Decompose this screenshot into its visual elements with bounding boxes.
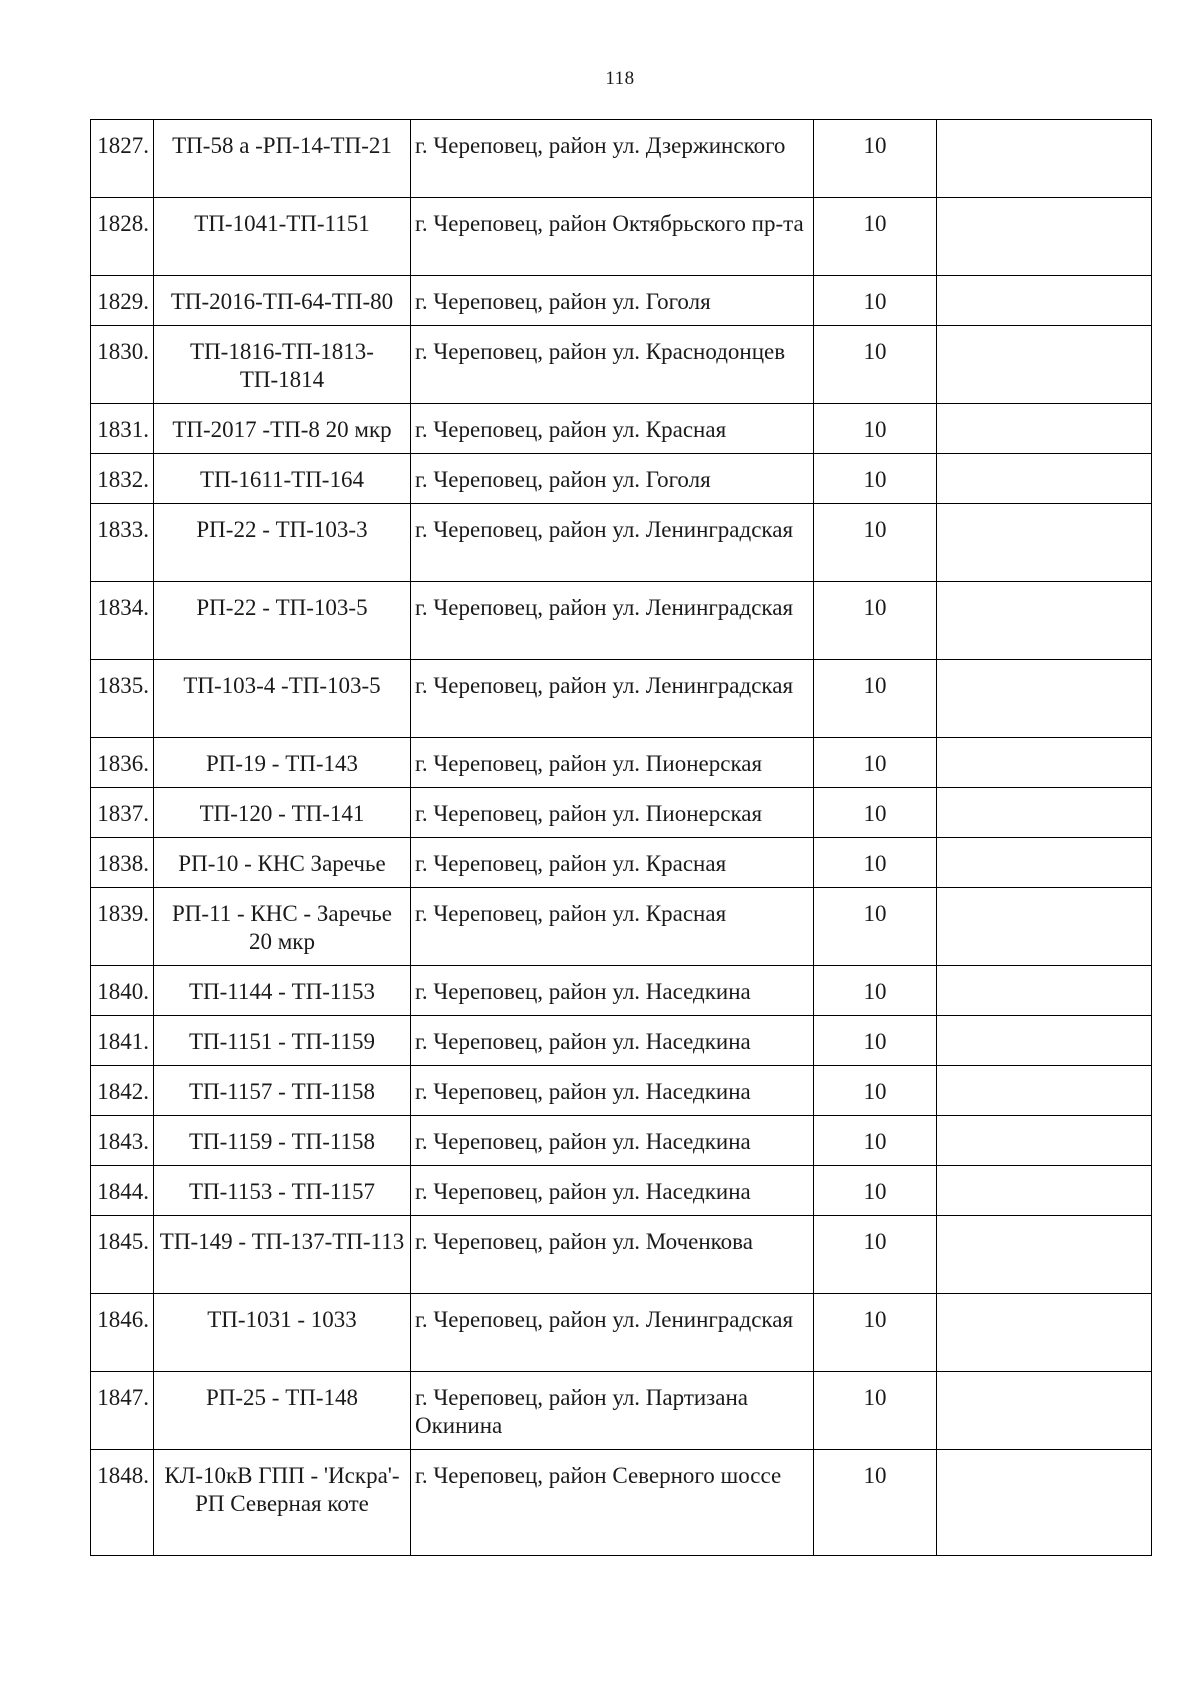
table-row	[91, 1116, 1152, 1166]
line-name-cell: ТП-1151 - ТП-1159	[154, 1016, 411, 1066]
empty-cell	[937, 1066, 1152, 1116]
row-number-cell: 1836.	[91, 738, 154, 788]
voltage-cell: 10	[814, 1066, 937, 1116]
empty-cell	[937, 454, 1152, 504]
location-cell: г. Череповец, район ул. Моченкова	[411, 1216, 814, 1294]
voltage-cell: 10	[814, 404, 937, 454]
table-row	[91, 966, 1152, 1016]
row-number-cell: 1827.	[91, 120, 154, 198]
page-number: 118	[605, 68, 635, 89]
table-row	[91, 1294, 1152, 1372]
table-row	[91, 1450, 1152, 1556]
line-name-cell: ТП-1611-ТП-164	[154, 454, 411, 504]
line-name-cell: ТП-103-4 -ТП-103-5	[154, 660, 411, 738]
location-cell: г. Череповец, район ул. Наседкина	[411, 1016, 814, 1066]
location-cell: г. Череповец, район ул. Ленинградская	[411, 582, 814, 660]
table-row	[91, 1066, 1152, 1116]
row-number-cell: 1830.	[91, 326, 154, 404]
empty-cell	[937, 838, 1152, 888]
voltage-cell: 10	[814, 838, 937, 888]
voltage-cell: 10	[814, 1116, 937, 1166]
table-row	[91, 838, 1152, 888]
empty-cell	[937, 1216, 1152, 1294]
location-cell: г. Череповец, район ул. Пионерская	[411, 738, 814, 788]
table-row	[91, 454, 1152, 504]
row-number-cell: 1837.	[91, 788, 154, 838]
cable-line-table	[90, 119, 1152, 1556]
location-cell: г. Череповец, район Северного шоссе	[411, 1450, 814, 1556]
empty-cell	[937, 120, 1152, 198]
table-body	[91, 120, 1152, 1556]
location-cell: г. Череповец, район ул. Наседкина	[411, 966, 814, 1016]
location-cell: г. Череповец, район Октябрьского пр-та	[411, 198, 814, 276]
empty-cell	[937, 788, 1152, 838]
voltage-cell: 10	[814, 788, 937, 838]
table-row	[91, 276, 1152, 326]
table-row	[91, 198, 1152, 276]
empty-cell	[937, 504, 1152, 582]
row-number-cell: 1848.	[91, 1450, 154, 1556]
table-row	[91, 582, 1152, 660]
location-cell: г. Череповец, район ул. Ленинградская	[411, 660, 814, 738]
table-row	[91, 326, 1152, 404]
location-cell: г. Череповец, район ул. Гоголя	[411, 276, 814, 326]
line-name-cell: РП-11 - КНС - Заречье 20 мкр	[154, 888, 411, 966]
location-cell: г. Череповец, район ул. Партизана Окинина	[411, 1372, 814, 1450]
empty-cell	[937, 582, 1152, 660]
location-cell: г. Череповец, район ул. Пионерская	[411, 788, 814, 838]
line-name-cell: ТП-1157 - ТП-1158	[154, 1066, 411, 1116]
table-row	[91, 738, 1152, 788]
table-row	[91, 788, 1152, 838]
empty-cell	[937, 660, 1152, 738]
table-row	[91, 660, 1152, 738]
row-number-cell: 1839.	[91, 888, 154, 966]
empty-cell	[937, 276, 1152, 326]
row-number-cell: 1841.	[91, 1016, 154, 1066]
voltage-cell: 10	[814, 582, 937, 660]
voltage-cell: 10	[814, 1016, 937, 1066]
row-number-cell: 1832.	[91, 454, 154, 504]
empty-cell	[937, 1450, 1152, 1556]
table-row	[91, 504, 1152, 582]
line-name-cell: РП-19 - ТП-143	[154, 738, 411, 788]
row-number-cell: 1838.	[91, 838, 154, 888]
row-number-cell: 1847.	[91, 1372, 154, 1450]
empty-cell	[937, 966, 1152, 1016]
table-row	[91, 1216, 1152, 1294]
voltage-cell: 10	[814, 120, 937, 198]
table-row	[91, 1166, 1152, 1216]
row-number-cell: 1829.	[91, 276, 154, 326]
voltage-cell: 10	[814, 198, 937, 276]
location-cell: г. Череповец, район ул. Ленинградская	[411, 1294, 814, 1372]
line-name-cell: КЛ-10кВ ГПП - 'Искра'- РП Северная коте	[154, 1450, 411, 1556]
line-name-cell: ТП-1144 - ТП-1153	[154, 966, 411, 1016]
row-number-cell: 1846.	[91, 1294, 154, 1372]
empty-cell	[937, 738, 1152, 788]
location-cell: г. Череповец, район ул. Красная	[411, 888, 814, 966]
location-cell: г. Череповец, район ул. Красная	[411, 838, 814, 888]
voltage-cell: 10	[814, 660, 937, 738]
voltage-cell: 10	[814, 276, 937, 326]
empty-cell	[937, 888, 1152, 966]
location-cell: г. Череповец, район ул. Наседкина	[411, 1166, 814, 1216]
line-name-cell: ТП-1153 - ТП-1157	[154, 1166, 411, 1216]
voltage-cell: 10	[814, 1216, 937, 1294]
table-row	[91, 404, 1152, 454]
row-number-cell: 1831.	[91, 404, 154, 454]
voltage-cell: 10	[814, 738, 937, 788]
line-name-cell: РП-22 - ТП-103-3	[154, 504, 411, 582]
voltage-cell: 10	[814, 1166, 937, 1216]
voltage-cell: 10	[814, 454, 937, 504]
location-cell: г. Череповец, район ул. Гоголя	[411, 454, 814, 504]
line-name-cell: ТП-1816-ТП-1813-ТП-1814	[154, 326, 411, 404]
empty-cell	[937, 1372, 1152, 1450]
empty-cell	[937, 1294, 1152, 1372]
line-name-cell: ТП-120 - ТП-141	[154, 788, 411, 838]
empty-cell	[937, 198, 1152, 276]
table-row	[91, 120, 1152, 198]
empty-cell	[937, 1166, 1152, 1216]
line-name-cell: ТП-1041-ТП-1151	[154, 198, 411, 276]
line-name-cell: ТП-2016-ТП-64-ТП-80	[154, 276, 411, 326]
empty-cell	[937, 1016, 1152, 1066]
row-number-cell: 1842.	[91, 1066, 154, 1116]
row-number-cell: 1844.	[91, 1166, 154, 1216]
line-name-cell: РП-25 - ТП-148	[154, 1372, 411, 1450]
voltage-cell: 10	[814, 504, 937, 582]
line-name-cell: РП-10 - КНС Заречье	[154, 838, 411, 888]
row-number-cell: 1843.	[91, 1116, 154, 1166]
line-name-cell: РП-22 - ТП-103-5	[154, 582, 411, 660]
location-cell: г. Череповец, район ул. Красная	[411, 404, 814, 454]
row-number-cell: 1845.	[91, 1216, 154, 1294]
voltage-cell: 10	[814, 1450, 937, 1556]
location-cell: г. Череповец, район ул. Дзержинского	[411, 120, 814, 198]
voltage-cell: 10	[814, 966, 937, 1016]
row-number-cell: 1840.	[91, 966, 154, 1016]
row-number-cell: 1828.	[91, 198, 154, 276]
location-cell: г. Череповец, район ул. Краснодонцев	[411, 326, 814, 404]
table-row	[91, 1372, 1152, 1450]
table-row	[91, 888, 1152, 966]
empty-cell	[937, 326, 1152, 404]
line-name-cell: ТП-2017 -ТП-8 20 мкр	[154, 404, 411, 454]
table-row	[91, 1016, 1152, 1066]
line-name-cell: ТП-149 - ТП-137-ТП-113	[154, 1216, 411, 1294]
voltage-cell: 10	[814, 1372, 937, 1450]
location-cell: г. Череповец, район ул. Наседкина	[411, 1116, 814, 1166]
line-name-cell: ТП-1159 - ТП-1158	[154, 1116, 411, 1166]
voltage-cell: 10	[814, 888, 937, 966]
line-name-cell: ТП-58 а -РП-14-ТП-21	[154, 120, 411, 198]
location-cell: г. Череповец, район ул. Наседкина	[411, 1066, 814, 1116]
location-cell: г. Череповец, район ул. Ленинградская	[411, 504, 814, 582]
line-name-cell: ТП-1031 - 1033	[154, 1294, 411, 1372]
row-number-cell: 1833.	[91, 504, 154, 582]
voltage-cell: 10	[814, 326, 937, 404]
empty-cell	[937, 1116, 1152, 1166]
voltage-cell: 10	[814, 1294, 937, 1372]
row-number-cell: 1834.	[91, 582, 154, 660]
row-number-cell: 1835.	[91, 660, 154, 738]
empty-cell	[937, 404, 1152, 454]
